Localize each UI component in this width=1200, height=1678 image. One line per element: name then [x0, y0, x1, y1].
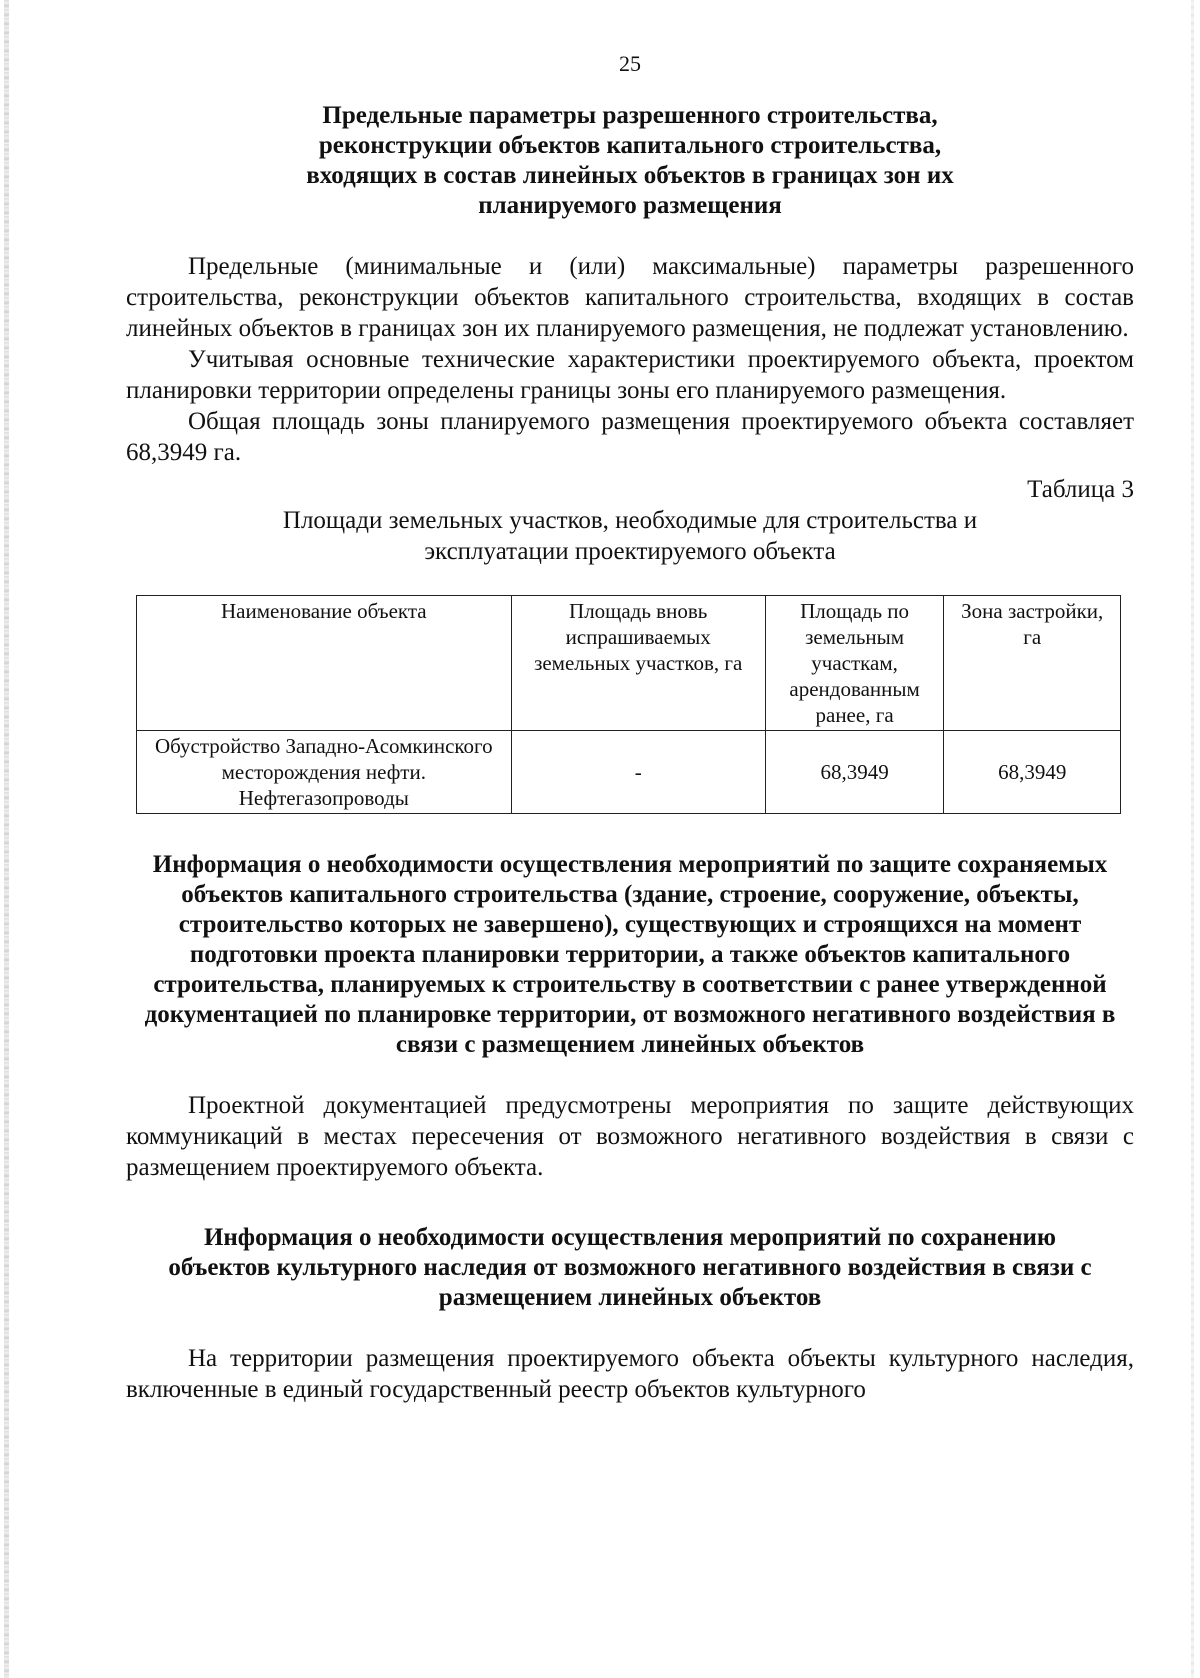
- paragraph-total-area: Общая площадь зоны планируемого размещения проектируемого объекта составляет 68,3949 га.: [126, 408, 1134, 466]
- header-leased-area: Площадь по земельным участкам, арендованным ранее, га: [765, 596, 944, 731]
- page-number: 25: [619, 51, 641, 76]
- paragraph-technical-characteristics: Учитывая основные технические характеристики проектируемого объекта, проектом планировки территории определены границы зоны его планируемого размещения.: [126, 346, 1134, 404]
- table-row: [137, 731, 1121, 814]
- land-area-table: [136, 595, 1121, 814]
- cell-new-area: -: [511, 731, 765, 814]
- cell-object-name: Обустройство Западно-Асомкинского месторождения нефти. Нефтегазопроводы: [137, 731, 512, 814]
- header-new-area: Площадь вновь испрашиваемых земельных участков, га: [511, 596, 765, 731]
- section-heading-cultural-heritage: Информация о необходимости осуществления мероприятий по сохранению объектов культурного наследия от возможного негативного воздействия в связи с размещением линейных объектов: [168, 1224, 1092, 1311]
- paragraph-cultural-heritage: На территории размещения проектируемого объекта объекты культурного наследия, включенные в единый государственный реестр объектов культурного: [126, 1345, 1134, 1403]
- document-page: [126, 48, 1134, 1405]
- table-title: Площади земельных участков, необходимые для строительства и эксплуатации проектируемого объекта: [282, 507, 978, 565]
- table-label: Таблица 3: [1027, 476, 1134, 503]
- header-object-name: Наименование объекта: [137, 596, 512, 731]
- table-header-row: [137, 596, 1121, 731]
- scan-edge-right: [1191, 0, 1194, 1678]
- section-heading-protection-measures: Информация о необходимости осуществления мероприятий по защите сохраняемых объектов капитального строительства (здание, строение, сооружение, объекты, строительство которых не завершено), существующих и строящихся на момент подготовки проекта планировки территории, а также объектов капитального строительства, планируемых к строительству в соответствии с ранее утвержденной документацией по планировке территории, от возможного негативного воздействия в связи с размещением линейных объектов: [144, 851, 1116, 1058]
- cell-leased-area: 68,3949: [765, 731, 944, 814]
- header-building-zone: Зона застройки, га: [944, 596, 1121, 731]
- paragraph-protection-measures: Проектной документацией предусмотрены мероприятия по защите действующих коммуникаций в местах пересечения от возможного негативного воздействия в связи с размещением проектируемого объекта.: [126, 1092, 1134, 1181]
- paragraph-limit-parameters: Предельные (минимальные и (или) максимальные) параметры разрешенного строительства, реконструкции объектов капитального строительства, входящих в состав линейных объектов в границах зон их планируемого размещения, не подлежат установлению.: [126, 253, 1134, 342]
- section-heading-limit-parameters: Предельные параметры разрешенного строительства, реконструкции объектов капитального строительства, входящих в состав линейных объектов в границах зон их планируемого размещения: [306, 102, 954, 219]
- scan-edge-left: [4, 0, 9, 1678]
- cell-building-zone: 68,3949: [944, 731, 1121, 814]
